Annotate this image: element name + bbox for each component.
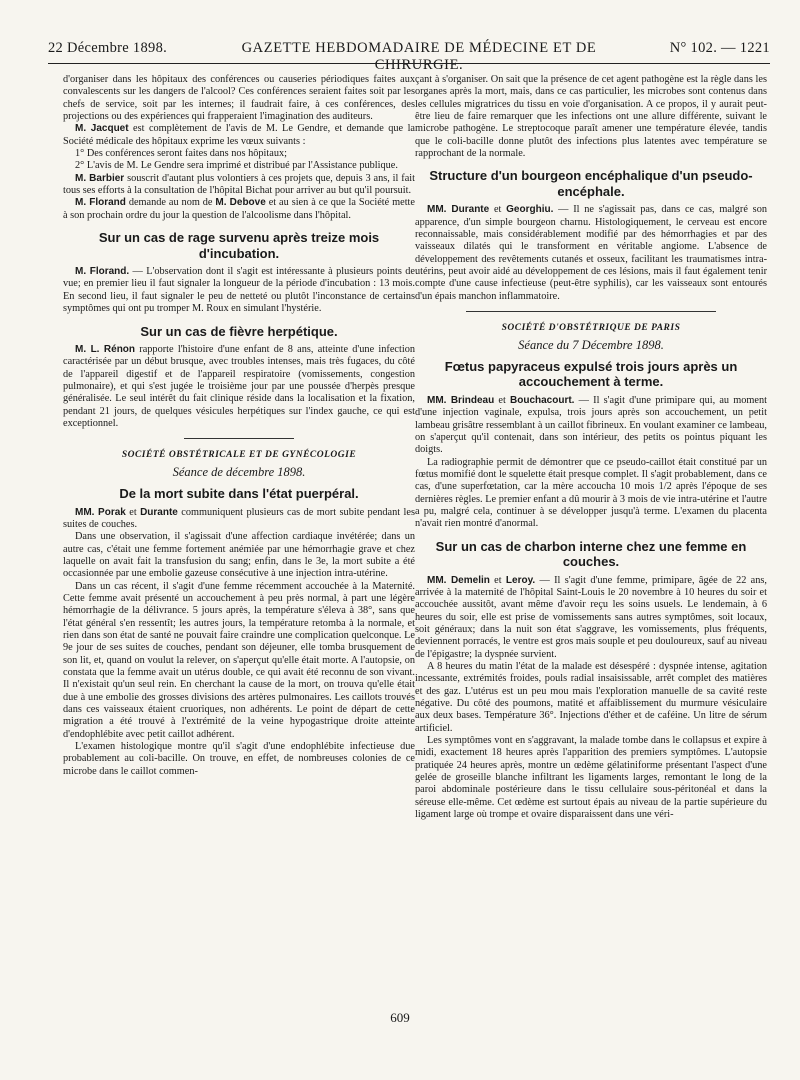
session-date: Séance du 7 Décembre 1898.	[518, 337, 664, 352]
paragraph-text: et	[494, 394, 511, 406]
paragraph	[415, 204, 767, 303]
paragraph	[63, 173, 415, 198]
paragraph: L'examen histologique montre qu'il s'agit d'une endophlébite infectieuse due probablement au coli-bacille. On trouve, en effet, de nombreuses colonies de ce microbe dans le caillot commen-	[63, 741, 415, 777]
paragraph-text: — Il s'agit d'une femme, primipare, âgée de 22 ans, arrivée à la maternité de l'hôpital Saint-Louis le 20 novembre à 10 heures du soir et accouchée aussitôt, avant même d'avoir reçu les soins usuels. Le lendemain, à 6 heures du soir, elle est prise de vomissements sans autres symptômes, soit locaux, soit généraux; dans la nuit son état s'aggrave, les vomissements, plus fréquents, deviennent porracés, le ventre est gros mais souple et peu douloureux, sauf au niveau de l'épigastre; la dyspnée survient.	[415, 574, 767, 660]
society-title: SOCIÉTÉ OBSTÉTRICALE ET DE GYNÉCOLOGIE	[121, 450, 357, 461]
section-divider	[184, 438, 294, 439]
paragraph	[415, 395, 767, 457]
speaker-name: MM. Demelin	[427, 574, 490, 586]
issue-number: N° 102. — 1221	[669, 40, 770, 56]
speaker-name: MM. Durante	[427, 204, 490, 216]
paragraph: La radiographie permit de démontrer que ce pseudo-caillot était constitué par un fœtus momifié dont le squelette était presque complet. Il s'agit probablement, dans ce cas, d'une superfœtation, car la mère accoucha 10 mois 1/2 après l'époque de ses dernières règles. Le premier enfant a dû mourir à 3 mois de vie intra-utérine et l'autre a pu, malgré cela, continuer à se développer jusqu'à terme. L'examen du placenta n'avait rien montré d'anormal.	[415, 456, 767, 530]
page-number: 609	[390, 1010, 410, 1025]
vow-item: 2° L'avis de M. Le Gendre sera imprimé et distribué par l'Assistance publique.	[75, 160, 398, 172]
speaker-name: M. Florand.	[75, 266, 130, 278]
paragraph-text: — Il s'agit d'une primipare qui, au moment d'une injection vaginale, expulsa, trois jours après son accouchement, un petit lambeau grisâtre ressemblant à un caillot fibrineux. En voulant examiner ce lambeau, on s'aperçut qu'il contenait, dans son intérieur, des petits os pointus piquant les doigts.	[415, 394, 768, 456]
speaker-name: M. Jacquet	[75, 123, 129, 135]
speaker-name: Durante	[140, 506, 178, 518]
session-date: Séance de décembre 1898.	[172, 464, 306, 479]
speaker-name: M. Florand	[75, 197, 126, 209]
paragraph-text: demande au nom de	[125, 197, 216, 209]
paragraph-text: souscrit d'autant plus volontiers à ces projets que, depuis 3 ans, il fait tous ses efforts à la consultation de l'hôpital Bichat pour arriver au but qu'il poursuit.	[63, 172, 415, 197]
paragraph: d'organiser dans les hôpitaux des conférences ou causeries périodiques faites aux convalescents sur les dangers de l'alcool? Ces conférences seraient faites soit par les chefs de service, soit par les internes; il faudrait faire, à ces conférences, des projections ou des expériences qui frapperaient l'imagination des auditeurs.	[63, 74, 415, 123]
paragraph-text: — Il ne s'agissait pas, dans ce cas, malgré son apparence, d'un simple bourgeon charnu. Histologiquement, le cerveau est encore reconnaissable, mais considérablement modifié par des hémorrhagies et par des vaisseaux dilatés qui le transforment en véritable angiome. L'absence de développement des revêtements cutanés et osseux, facilitant les traumatismes intra-utérins, peut avoir aidé au développement de ces lésions, mais il faut également tenir compte d'une cause infectieuse (peut-être syphilis), car les vaisseaux sont entourés d'un épais manchon inflammatoire.	[415, 204, 767, 302]
paragraph-text: et	[489, 574, 506, 586]
header-rule	[48, 63, 770, 64]
paragraph	[415, 575, 767, 661]
running-header	[48, 40, 770, 73]
right-column	[415, 74, 767, 822]
paragraph-text: et	[125, 506, 141, 518]
speaker-name: M. L. Rénon	[75, 344, 136, 355]
speaker-name: M. Barbier	[75, 172, 125, 184]
section-heading: Sur un cas de fièvre herpétique.	[140, 323, 338, 339]
speaker-name: MM. Brindeau	[427, 394, 495, 406]
speaker-name: Georghiu.	[506, 204, 554, 216]
speaker-name: M. Debove	[215, 197, 266, 209]
section-divider	[466, 311, 716, 312]
paragraph-text: et au sien à ce que la Société mette à son prochain ordre du jour la question de l'alcoolisme dans l'hôpital.	[63, 197, 415, 221]
speaker-name: MM. Porak	[75, 506, 126, 518]
vow-item: 1° Des conférences seront faites dans nos hôpitaux;	[75, 148, 287, 160]
section-heading: Fœtus papyraceus expulsé trois jours après un accouchement à terme.	[444, 358, 738, 390]
paragraph	[63, 507, 415, 532]
left-column	[63, 74, 415, 778]
paragraph: Dans une observation, il s'agissait d'une affection cardiaque invétérée; dans un autre cas, c'était une femme fortement anémiée par une hémorrhagie grave et chez laquelle on avait fait la transfusion du sang; enfin, dans le 3e, la mort subite a été occasionnée par une embolie gazeuse consécutive à une injection intra-utérine.	[63, 531, 415, 580]
paragraph-text: communiquent plusieurs cas de mort subite pendant les suites de couches.	[63, 506, 415, 530]
paragraph	[63, 344, 415, 430]
speaker-name: Leroy.	[505, 574, 536, 586]
paragraph	[63, 123, 415, 148]
section-heading: Sur un cas de rage survenu après treize mois d'incubation.	[98, 230, 380, 261]
section-heading: De la mort subite dans l'état puerpéral.	[119, 486, 359, 502]
paragraph	[63, 197, 415, 222]
paragraph	[63, 266, 415, 315]
section-heading: Structure d'un bourgeon encéphalique d'un pseudo-encéphale.	[429, 168, 753, 199]
speaker-name: Bouchacourt.	[510, 394, 575, 406]
paragraph-text: — L'observation dont il s'agit est intéressante à plusieurs points de vue; en premier lieu il faut signaler la longueur de la période d'incubation : 13 mois. En second lieu, il faut signaler le peu de netteté ou plutôt l'inconstance de certains symptômes qui ont pu tromper M. Roux en simulant l'hystérie.	[63, 266, 415, 315]
paragraph: çant à s'organiser. On sait que la présence de cet agent pathogène est la règle dans les organes après la mort, mais, dans ce cas particulier, les microbes sont contenus dans les cellules migratrices du tissu en voie d'organisation. A ce propos, il y aurait peut-être lieu de faire remarquer que les infections ont une allure différente, suivant le microbe pathogène. Le streptocoque paraît amener une température élevée, tandis que le coli-bacille donne plutôt des infections plus latentes avec température se rapprochant de la normale.	[415, 74, 767, 160]
society-title: SOCIÉTÉ D'OBSTÉTRIQUE DE PARIS	[501, 323, 681, 334]
paragraph: Les symptômes vont en s'aggravant, la malade tombe dans le collapsus et expire à midi, exactement 18 heures après l'apparition des premiers symptômes. L'autopsie pratiquée 24 heures après, montre un œdème gélatiniforme présentant l'aspect d'une gelée de groseille blanche infiltrant les ligaments larges, remontant le long de la paroi abdominale postérieure dans le tissu cellulaire sous-péritonéal et dans la séreuse elle-même. Cet œdème est surtout épais au niveau de la partie supérieure du ligament large où trompe et ovaire disparaissent dans une véri-	[415, 735, 767, 821]
section-heading: Sur un cas de charbon interne chez une femme en couches.	[435, 538, 747, 570]
header-date: 22 Décembre 1898.	[48, 40, 168, 56]
paragraph-text: rapporte l'histoire d'une enfant de 8 ans, atteinte d'une infection caractérisée par un début brusque, avec troubles intenses, mais très fugaces, du côté de l'appareil digestif et de l'appareil respiratoire (vomissements, congestion pulmonaire), et qui s'est jugée le troisième jour par une poussée d'herpès presque généralisée. Le seul intérêt du fait clinique réside dans la localisation et la fixation, pendant 21 jours, de quelques vésicules herpétiques sur l'index gauche, ce qui est exceptionnel.	[63, 344, 415, 430]
paragraph-text: et	[489, 204, 507, 216]
journal-title: GAZETTE HEBDOMADAIRE DE MÉDECINE ET DE CHIRURGIE.	[241, 40, 597, 73]
paragraph: Dans un cas récent, il s'agit d'une femme récemment accouchée à la Maternité. Cette femme avait présenté un accouchement à peu près normal, à part une légère hémorrhagie de la délivrance. 5 jours après, la température s'éleva à 38°, sans que l'état général s'en ressentît; les autres jours, la température retomba à la normale, et rien dans son état de santé ne pouvait faire craindre une complication quelconque. Le 9e jour de ses suites de couches, pendant son déjeuner, elle tomba brusquement de son lit, et, quand on voulut la relever, on s'aperçut qu'elle était morte. A l'autopsie, on constata que la femme avait un utérus double, ce qui avait été reconnu de son vivant. Il n'existait qu'un seul rein. En cherchant la cause de la mort, on trouva qu'elle était due à une embolie des grosses divisions des artères pulmonaires. Les caillots trouvés dans ces vaisseaux étaient cruoriques, non adhérents. Le point de départ de cette migration a été trouvé à l'extrémité de la veine hypogastrique droite atteinte d'endophlébite avec petit caillot adhérent.	[63, 580, 415, 740]
paragraph: A 8 heures du matin l'état de la malade est désespéré : dyspnée intense, agitation incessante, extrémités froides, pouls radial insaisissable, arrêt complet des matières et des gaz. L'utérus est un peu mou mais l'exploration manuelle de sa cavité reste négative. Du côté des poumons, matité et affaiblissement du murmure vésiculaire aux deux bases. Température 36°. Injections d'éther et de caféine. Un litre de sérum artificiel.	[415, 661, 767, 734]
paragraph-text: est complètement de l'avis de M. Le Gendre, et demande que la Société médicale des hôpitaux exprime les vœux suivants :	[63, 123, 415, 147]
